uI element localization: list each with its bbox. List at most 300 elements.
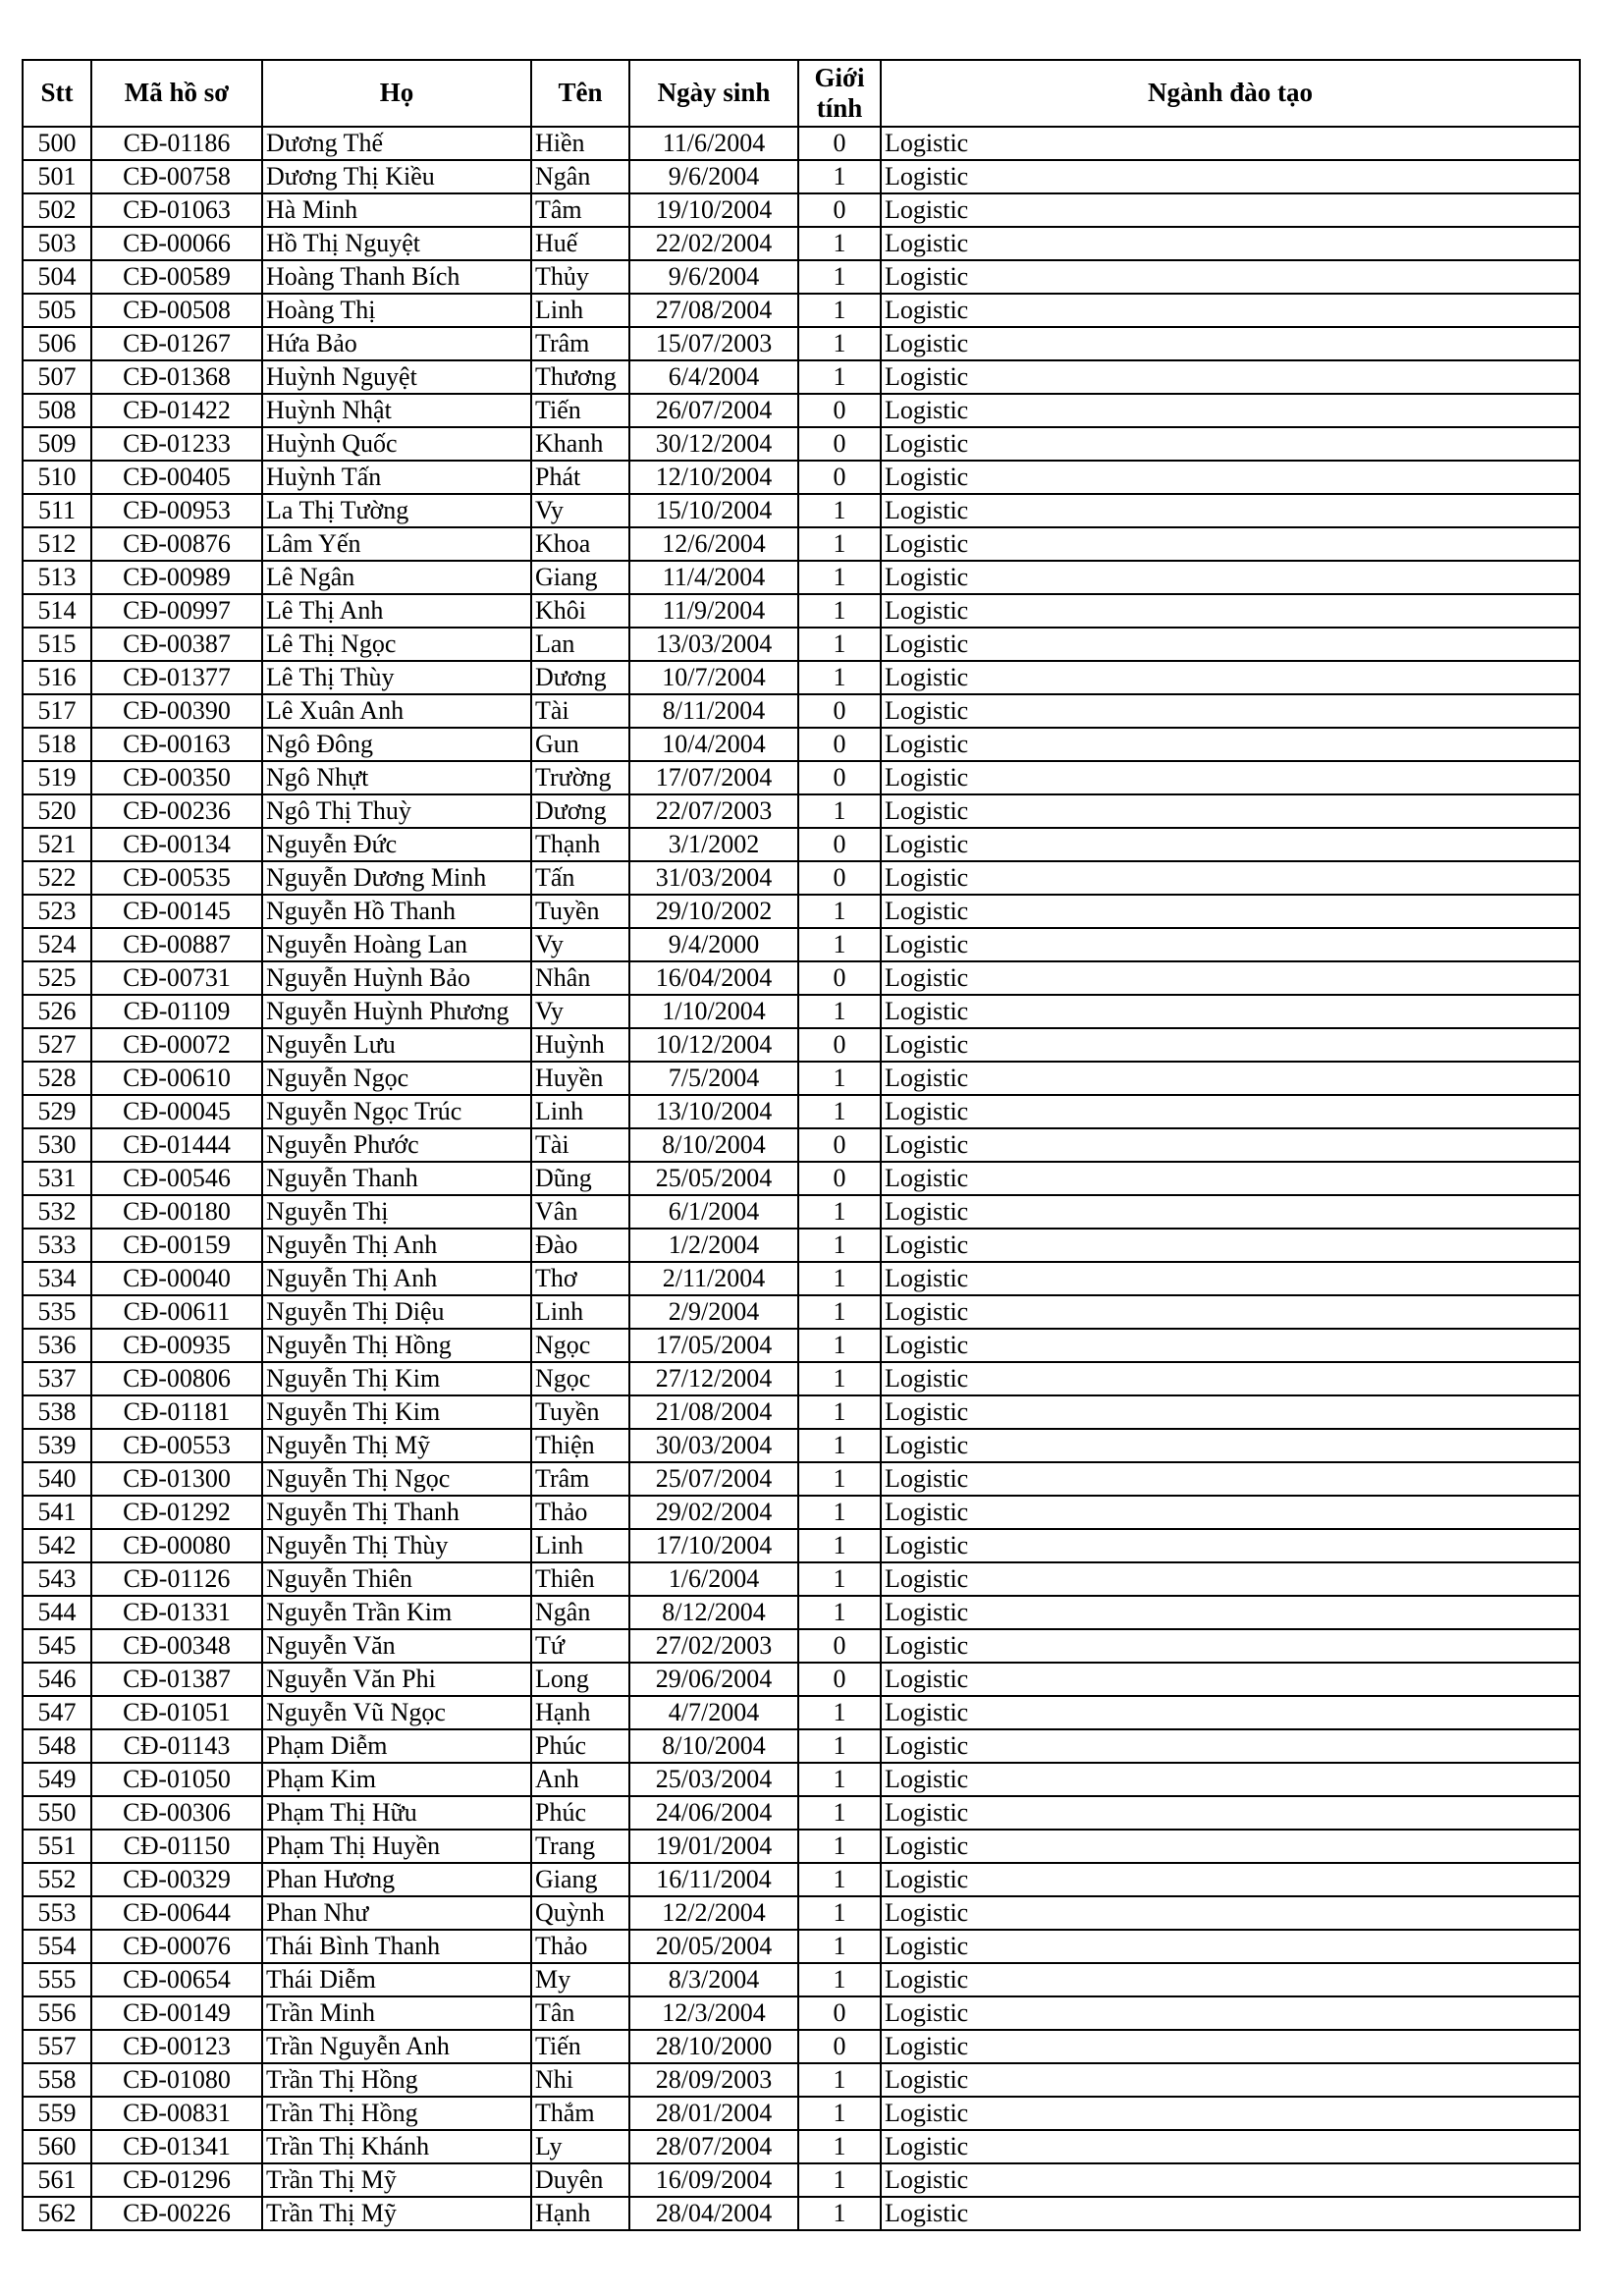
- cell-ngay-sinh: 10/7/2004: [629, 661, 798, 694]
- cell-gioi-tinh: 1: [798, 2130, 881, 2163]
- cell-gioi-tinh: 0: [798, 127, 881, 160]
- table-row: [23, 394, 1580, 427]
- cell-ma-ho-so: CĐ-01331: [91, 1596, 262, 1629]
- cell-gioi-tinh: 1: [798, 1863, 881, 1896]
- cell-ten: Tài: [531, 694, 629, 728]
- header-gioi-tinh: [798, 60, 881, 127]
- table-row: [23, 1696, 1580, 1729]
- table-row: [23, 828, 1580, 861]
- cell-ten: Thủy: [531, 260, 629, 294]
- cell-stt: 523: [23, 895, 91, 928]
- cell-nganh: Logistic: [881, 1329, 1580, 1362]
- cell-ten: Huỳnh: [531, 1028, 629, 1062]
- cell-ten: Thảo: [531, 1930, 629, 1963]
- cell-ho: Nguyễn Hồ Thanh: [262, 895, 531, 928]
- cell-ngay-sinh: 17/05/2004: [629, 1329, 798, 1362]
- table-row: [23, 1529, 1580, 1562]
- cell-stt: 507: [23, 360, 91, 394]
- cell-ten: Tứ: [531, 1629, 629, 1663]
- cell-gioi-tinh: 1: [798, 1462, 881, 1496]
- cell-ho: Nguyễn Vũ Ngọc: [262, 1696, 531, 1729]
- cell-ho: Hoàng Thanh Bích: [262, 260, 531, 294]
- cell-ngay-sinh: 1/6/2004: [629, 1562, 798, 1596]
- cell-ma-ho-so: CĐ-00758: [91, 160, 262, 193]
- cell-ten: My: [531, 1963, 629, 1996]
- cell-stt: 551: [23, 1830, 91, 1863]
- cell-stt: 504: [23, 260, 91, 294]
- cell-gioi-tinh: 1: [798, 2163, 881, 2197]
- cell-ngay-sinh: 26/07/2004: [629, 394, 798, 427]
- cell-ma-ho-so: CĐ-00159: [91, 1229, 262, 1262]
- cell-nganh: Logistic: [881, 961, 1580, 995]
- cell-ma-ho-so: CĐ-01233: [91, 427, 262, 461]
- table-row: [23, 193, 1580, 227]
- cell-ten: Ngọc: [531, 1362, 629, 1395]
- cell-ho: Trần Thị Mỹ: [262, 2197, 531, 2230]
- cell-nganh: Logistic: [881, 394, 1580, 427]
- table-row: [23, 360, 1580, 394]
- cell-ngay-sinh: 2/11/2004: [629, 1262, 798, 1295]
- cell-ho: Phạm Diễm: [262, 1729, 531, 1763]
- cell-stt: 513: [23, 561, 91, 594]
- cell-stt: 562: [23, 2197, 91, 2230]
- cell-stt: 546: [23, 1663, 91, 1696]
- cell-ma-ho-so: CĐ-00236: [91, 794, 262, 828]
- cell-ten: Vân: [531, 1195, 629, 1229]
- cell-ho: Nguyễn Huỳnh Phương: [262, 995, 531, 1028]
- student-table: [22, 59, 1581, 2231]
- cell-ten: Long: [531, 1663, 629, 1696]
- cell-ho: Huỳnh Nguyệt: [262, 360, 531, 394]
- cell-stt: 560: [23, 2130, 91, 2163]
- cell-ma-ho-so: CĐ-00935: [91, 1329, 262, 1362]
- cell-nganh: Logistic: [881, 1395, 1580, 1429]
- cell-ma-ho-so: CĐ-00348: [91, 1629, 262, 1663]
- table-row: [23, 961, 1580, 995]
- cell-ma-ho-so: CĐ-00508: [91, 294, 262, 327]
- cell-ngay-sinh: 28/10/2000: [629, 2030, 798, 2063]
- cell-gioi-tinh: 1: [798, 1429, 881, 1462]
- cell-gioi-tinh: 0: [798, 193, 881, 227]
- cell-ten: Linh: [531, 1095, 629, 1128]
- cell-ten: Nhân: [531, 961, 629, 995]
- cell-stt: 532: [23, 1195, 91, 1229]
- cell-nganh: Logistic: [881, 227, 1580, 260]
- cell-ho: La Thị Tường: [262, 494, 531, 527]
- cell-ho: Nguyễn Thị Ngọc: [262, 1462, 531, 1496]
- cell-nganh: Logistic: [881, 2163, 1580, 2197]
- cell-ma-ho-so: CĐ-00329: [91, 1863, 262, 1896]
- cell-nganh: Logistic: [881, 260, 1580, 294]
- cell-gioi-tinh: 1: [798, 1763, 881, 1796]
- table-row: [23, 861, 1580, 895]
- cell-gioi-tinh: 1: [798, 1562, 881, 1596]
- cell-nganh: Logistic: [881, 1295, 1580, 1329]
- cell-stt: 522: [23, 861, 91, 895]
- cell-stt: 520: [23, 794, 91, 828]
- cell-ho: Nguyễn Thị Anh: [262, 1262, 531, 1295]
- cell-stt: 502: [23, 193, 91, 227]
- cell-nganh: Logistic: [881, 360, 1580, 394]
- table-row: [23, 2097, 1580, 2130]
- cell-ten: Ly: [531, 2130, 629, 2163]
- cell-ma-ho-so: CĐ-00072: [91, 1028, 262, 1062]
- cell-stt: 541: [23, 1496, 91, 1529]
- cell-ten: Vy: [531, 494, 629, 527]
- cell-ngay-sinh: 24/06/2004: [629, 1796, 798, 1830]
- cell-gioi-tinh: 1: [798, 895, 881, 928]
- cell-ho: Hồ Thị Nguyệt: [262, 227, 531, 260]
- cell-stt: 524: [23, 928, 91, 961]
- cell-nganh: Logistic: [881, 1462, 1580, 1496]
- cell-ngay-sinh: 9/4/2000: [629, 928, 798, 961]
- table-row: [23, 1963, 1580, 1996]
- cell-ten: Gun: [531, 728, 629, 761]
- cell-gioi-tinh: 1: [798, 1062, 881, 1095]
- table-row: [23, 661, 1580, 694]
- cell-stt: 528: [23, 1062, 91, 1095]
- cell-ho: Trần Minh: [262, 1996, 531, 2030]
- cell-stt: 548: [23, 1729, 91, 1763]
- cell-nganh: Logistic: [881, 1529, 1580, 1562]
- cell-ngay-sinh: 25/07/2004: [629, 1462, 798, 1496]
- cell-ho: Trần Thị Khánh: [262, 2130, 531, 2163]
- table-row: [23, 1596, 1580, 1629]
- cell-ho: Trần Thị Hồng: [262, 2063, 531, 2097]
- cell-ngay-sinh: 11/9/2004: [629, 594, 798, 628]
- cell-stt: 511: [23, 494, 91, 527]
- cell-ten: Ngân: [531, 1596, 629, 1629]
- cell-ma-ho-so: CĐ-00535: [91, 861, 262, 895]
- cell-ma-ho-so: CĐ-01150: [91, 1830, 262, 1863]
- cell-gioi-tinh: 0: [798, 394, 881, 427]
- cell-ma-ho-so: CĐ-00123: [91, 2030, 262, 2063]
- cell-stt: 547: [23, 1696, 91, 1729]
- cell-ngay-sinh: 2/9/2004: [629, 1295, 798, 1329]
- cell-gioi-tinh: 0: [798, 1629, 881, 1663]
- cell-ho: Nguyễn Thị Kim: [262, 1362, 531, 1395]
- cell-stt: 545: [23, 1629, 91, 1663]
- cell-ma-ho-so: CĐ-01186: [91, 127, 262, 160]
- cell-nganh: Logistic: [881, 1262, 1580, 1295]
- table-row: [23, 1896, 1580, 1930]
- cell-gioi-tinh: 1: [798, 260, 881, 294]
- cell-ho: Nguyễn Văn: [262, 1629, 531, 1663]
- cell-gioi-tinh: 1: [798, 928, 881, 961]
- cell-nganh: Logistic: [881, 1062, 1580, 1095]
- table-row: [23, 1362, 1580, 1395]
- cell-ten: Phúc: [531, 1729, 629, 1763]
- cell-nganh: Logistic: [881, 294, 1580, 327]
- cell-gioi-tinh: 1: [798, 995, 881, 1028]
- cell-stt: 500: [23, 127, 91, 160]
- cell-stt: 556: [23, 1996, 91, 2030]
- cell-ho: Nguyễn Thị Hồng: [262, 1329, 531, 1362]
- cell-ma-ho-so: CĐ-01143: [91, 1729, 262, 1763]
- cell-gioi-tinh: 1: [798, 594, 881, 628]
- cell-stt: 503: [23, 227, 91, 260]
- table-row: [23, 2030, 1580, 2063]
- cell-ten: Thiên: [531, 1562, 629, 1596]
- cell-stt: 553: [23, 1896, 91, 1930]
- cell-ten: Linh: [531, 1529, 629, 1562]
- table-row: [23, 895, 1580, 928]
- cell-gioi-tinh: 0: [798, 861, 881, 895]
- cell-ten: Thương: [531, 360, 629, 394]
- cell-ten: Dương: [531, 794, 629, 828]
- table-row: [23, 260, 1580, 294]
- cell-nganh: Logistic: [881, 2130, 1580, 2163]
- table-row: [23, 561, 1580, 594]
- cell-ho: Dương Thế: [262, 127, 531, 160]
- cell-nganh: Logistic: [881, 1429, 1580, 1462]
- cell-nganh: Logistic: [881, 1830, 1580, 1863]
- cell-ten: Hạnh: [531, 2197, 629, 2230]
- cell-gioi-tinh: 0: [798, 1162, 881, 1195]
- cell-nganh: Logistic: [881, 427, 1580, 461]
- cell-ma-ho-so: CĐ-00076: [91, 1930, 262, 1963]
- cell-ten: Trâm: [531, 1462, 629, 1496]
- cell-ho: Lê Thị Thùy: [262, 661, 531, 694]
- cell-stt: 518: [23, 728, 91, 761]
- table-row: [23, 594, 1580, 628]
- table-row: [23, 1128, 1580, 1162]
- cell-ten: Ngọc: [531, 1329, 629, 1362]
- cell-ho: Lâm Yến: [262, 527, 531, 561]
- cell-ten: Vy: [531, 995, 629, 1028]
- cell-ngay-sinh: 13/03/2004: [629, 628, 798, 661]
- cell-ten: Huế: [531, 227, 629, 260]
- cell-stt: 555: [23, 1963, 91, 1996]
- cell-nganh: Logistic: [881, 1696, 1580, 1729]
- cell-nganh: Logistic: [881, 461, 1580, 494]
- table-row: [23, 1162, 1580, 1195]
- cell-ma-ho-so: CĐ-00644: [91, 1896, 262, 1930]
- cell-ngay-sinh: 30/03/2004: [629, 1429, 798, 1462]
- table-row: [23, 1629, 1580, 1663]
- table-row: [23, 494, 1580, 527]
- cell-ma-ho-so: CĐ-01422: [91, 394, 262, 427]
- cell-ngay-sinh: 7/5/2004: [629, 1062, 798, 1095]
- table-row: [23, 1663, 1580, 1696]
- cell-ngay-sinh: 4/7/2004: [629, 1696, 798, 1729]
- cell-ten: Tấn: [531, 861, 629, 895]
- cell-gioi-tinh: 1: [798, 1395, 881, 1429]
- cell-ho: Lê Thị Ngọc: [262, 628, 531, 661]
- cell-nganh: Logistic: [881, 1629, 1580, 1663]
- cell-nganh: Logistic: [881, 2063, 1580, 2097]
- cell-ho: Nguyễn Ngọc: [262, 1062, 531, 1095]
- cell-ten: Nhi: [531, 2063, 629, 2097]
- cell-ma-ho-so: CĐ-01126: [91, 1562, 262, 1596]
- cell-nganh: Logistic: [881, 1496, 1580, 1529]
- cell-ngay-sinh: 8/3/2004: [629, 1963, 798, 1996]
- table-row: [23, 1262, 1580, 1295]
- cell-ho: Nguyễn Thị Mỹ: [262, 1429, 531, 1462]
- cell-stt: 557: [23, 2030, 91, 2063]
- cell-stt: 538: [23, 1395, 91, 1429]
- cell-stt: 501: [23, 160, 91, 193]
- cell-gioi-tinh: 1: [798, 294, 881, 327]
- cell-gioi-tinh: 1: [798, 1295, 881, 1329]
- cell-ngay-sinh: 8/10/2004: [629, 1729, 798, 1763]
- cell-stt: 533: [23, 1229, 91, 1262]
- cell-ho: Ngô Nhựt: [262, 761, 531, 794]
- cell-nganh: Logistic: [881, 1930, 1580, 1963]
- cell-ho: Nguyễn Huỳnh Bảo: [262, 961, 531, 995]
- cell-ten: Thắm: [531, 2097, 629, 2130]
- cell-gioi-tinh: 0: [798, 1996, 881, 2030]
- cell-nganh: Logistic: [881, 628, 1580, 661]
- cell-ho: Huỳnh Nhật: [262, 394, 531, 427]
- cell-nganh: Logistic: [881, 1763, 1580, 1796]
- cell-nganh: Logistic: [881, 1095, 1580, 1128]
- cell-ma-ho-so: CĐ-00045: [91, 1095, 262, 1128]
- cell-ho: Trần Thị Mỹ: [262, 2163, 531, 2197]
- cell-ho: Nguyễn Trần Kim: [262, 1596, 531, 1629]
- cell-ma-ho-so: CĐ-00149: [91, 1996, 262, 2030]
- cell-ma-ho-so: CĐ-00546: [91, 1162, 262, 1195]
- cell-ma-ho-so: CĐ-00731: [91, 961, 262, 995]
- cell-ma-ho-so: CĐ-00226: [91, 2197, 262, 2230]
- cell-ngay-sinh: 27/08/2004: [629, 294, 798, 327]
- cell-ten: Thơ: [531, 1262, 629, 1295]
- cell-ngay-sinh: 22/07/2003: [629, 794, 798, 828]
- cell-nganh: Logistic: [881, 928, 1580, 961]
- cell-ma-ho-so: CĐ-00306: [91, 1796, 262, 1830]
- cell-ho: Nguyễn Phước: [262, 1128, 531, 1162]
- cell-gioi-tinh: 1: [798, 327, 881, 360]
- cell-nganh: Logistic: [881, 861, 1580, 895]
- cell-ngay-sinh: 27/02/2003: [629, 1629, 798, 1663]
- cell-ma-ho-so: CĐ-00405: [91, 461, 262, 494]
- cell-nganh: Logistic: [881, 1028, 1580, 1062]
- cell-ma-ho-so: CĐ-00387: [91, 628, 262, 661]
- header-ho: Họ: [262, 60, 531, 127]
- cell-ten: Lan: [531, 628, 629, 661]
- cell-gioi-tinh: 1: [798, 1329, 881, 1362]
- table-row: [23, 294, 1580, 327]
- cell-ma-ho-so: CĐ-00350: [91, 761, 262, 794]
- cell-stt: 514: [23, 594, 91, 628]
- cell-ngay-sinh: 11/6/2004: [629, 127, 798, 160]
- cell-ho: Nguyễn Hoàng Lan: [262, 928, 531, 961]
- cell-gioi-tinh: 1: [798, 661, 881, 694]
- cell-ho: Ngô Đông: [262, 728, 531, 761]
- header-ngay-sinh: Ngày sinh: [629, 60, 798, 127]
- cell-ten: Thảo: [531, 1496, 629, 1529]
- cell-ten: Giang: [531, 1863, 629, 1896]
- cell-ho: Hứa Bảo: [262, 327, 531, 360]
- cell-stt: 536: [23, 1329, 91, 1362]
- cell-ma-ho-so: CĐ-00997: [91, 594, 262, 628]
- cell-ngay-sinh: 28/09/2003: [629, 2063, 798, 2097]
- cell-ten: Khanh: [531, 427, 629, 461]
- header-ma-ho-so: Mã hồ sơ: [91, 60, 262, 127]
- cell-ho: Phạm Kim: [262, 1763, 531, 1796]
- table-row: [23, 327, 1580, 360]
- table-row: [23, 2130, 1580, 2163]
- cell-ngay-sinh: 12/3/2004: [629, 1996, 798, 2030]
- cell-ho: Nguyễn Đức: [262, 828, 531, 861]
- cell-gioi-tinh: 1: [798, 1229, 881, 1262]
- table-row: [23, 1295, 1580, 1329]
- cell-stt: 506: [23, 327, 91, 360]
- cell-gioi-tinh: 0: [798, 761, 881, 794]
- cell-nganh: Logistic: [881, 895, 1580, 928]
- cell-ngay-sinh: 29/02/2004: [629, 1496, 798, 1529]
- cell-nganh: Logistic: [881, 2197, 1580, 2230]
- cell-stt: 544: [23, 1596, 91, 1629]
- cell-ho: Nguyễn Dương Minh: [262, 861, 531, 895]
- cell-stt: 539: [23, 1429, 91, 1462]
- cell-ngay-sinh: 12/6/2004: [629, 527, 798, 561]
- cell-gioi-tinh: 1: [798, 527, 881, 561]
- cell-nganh: Logistic: [881, 1663, 1580, 1696]
- cell-nganh: Logistic: [881, 1796, 1580, 1830]
- cell-nganh: Logistic: [881, 527, 1580, 561]
- cell-ho: Nguyễn Thanh: [262, 1162, 531, 1195]
- cell-ten: Tuyền: [531, 895, 629, 928]
- cell-ma-ho-so: CĐ-00134: [91, 828, 262, 861]
- cell-ngay-sinh: 6/4/2004: [629, 360, 798, 394]
- cell-ten: Hiền: [531, 127, 629, 160]
- cell-ma-ho-so: CĐ-01341: [91, 2130, 262, 2163]
- cell-ten: Trang: [531, 1830, 629, 1863]
- cell-nganh: Logistic: [881, 694, 1580, 728]
- cell-ho: Nguyễn Ngọc Trúc: [262, 1095, 531, 1128]
- cell-ma-ho-so: CĐ-00390: [91, 694, 262, 728]
- cell-nganh: Logistic: [881, 1562, 1580, 1596]
- cell-ngay-sinh: 29/06/2004: [629, 1663, 798, 1696]
- cell-nganh: Logistic: [881, 1963, 1580, 1996]
- cell-ngay-sinh: 20/05/2004: [629, 1930, 798, 1963]
- cell-ngay-sinh: 12/10/2004: [629, 461, 798, 494]
- cell-ho: Nguyễn Thị: [262, 1195, 531, 1229]
- cell-ma-ho-so: CĐ-01387: [91, 1663, 262, 1696]
- cell-gioi-tinh: 0: [798, 461, 881, 494]
- cell-gioi-tinh: 1: [798, 1496, 881, 1529]
- cell-ngay-sinh: 15/10/2004: [629, 494, 798, 527]
- cell-stt: 558: [23, 2063, 91, 2097]
- cell-gioi-tinh: 0: [798, 1663, 881, 1696]
- cell-stt: 521: [23, 828, 91, 861]
- table-row: [23, 1429, 1580, 1462]
- header-gioi-tinh-line1: Giới: [814, 62, 865, 92]
- cell-ho: Nguyễn Thị Anh: [262, 1229, 531, 1262]
- cell-ma-ho-so: CĐ-01292: [91, 1496, 262, 1529]
- cell-ten: Giang: [531, 561, 629, 594]
- cell-ho: Lê Xuân Anh: [262, 694, 531, 728]
- cell-ngay-sinh: 16/11/2004: [629, 1863, 798, 1896]
- cell-ho: Nguyễn Thị Kim: [262, 1395, 531, 1429]
- cell-ma-ho-so: CĐ-00953: [91, 494, 262, 527]
- cell-nganh: Logistic: [881, 1863, 1580, 1896]
- cell-stt: 510: [23, 461, 91, 494]
- cell-ngay-sinh: 31/03/2004: [629, 861, 798, 895]
- cell-nganh: Logistic: [881, 1195, 1580, 1229]
- cell-gioi-tinh: 1: [798, 494, 881, 527]
- cell-gioi-tinh: 1: [798, 360, 881, 394]
- cell-ten: Huyền: [531, 1062, 629, 1095]
- cell-ngay-sinh: 28/04/2004: [629, 2197, 798, 2230]
- cell-ma-ho-so: CĐ-00180: [91, 1195, 262, 1229]
- cell-nganh: Logistic: [881, 327, 1580, 360]
- cell-nganh: Logistic: [881, 2097, 1580, 2130]
- cell-stt: 508: [23, 394, 91, 427]
- cell-ten: Duyên: [531, 2163, 629, 2197]
- cell-gioi-tinh: 0: [798, 961, 881, 995]
